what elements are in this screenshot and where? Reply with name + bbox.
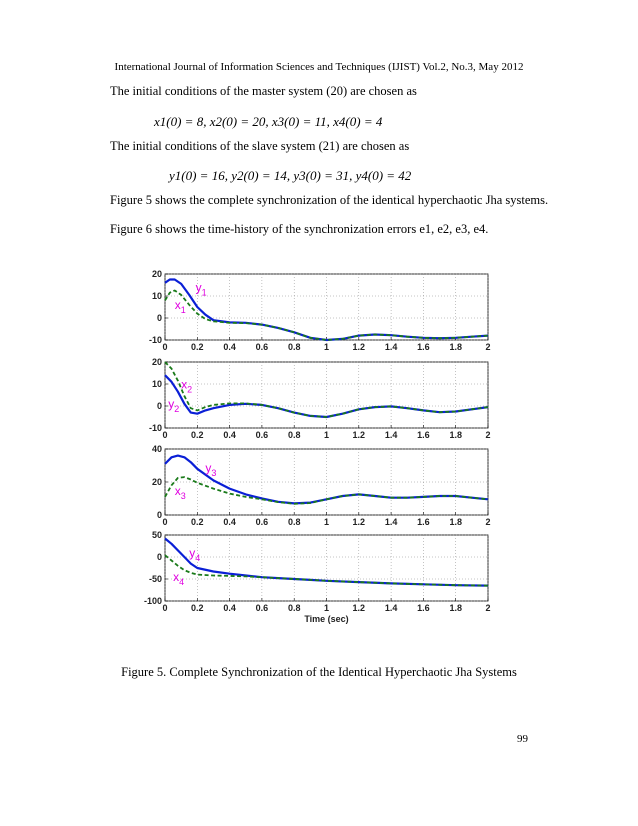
series-label-y4: $y_4$ (189, 546, 201, 563)
y-tick-label: 10 (151, 291, 162, 301)
series-label-x3: $x_3$ (174, 484, 186, 502)
series-label-x4: $x_4$ (173, 569, 185, 587)
figure5-description: Figure 5 shows the complete synchronization of the identical hyperchaotic Jha systems. (110, 193, 549, 207)
x-tick-label: 0.2 (191, 342, 204, 352)
x-tick-label: 1.6 (417, 603, 430, 613)
eq2-text: y1(0) = 16, y2(0) = 14, y3(0) = 31, y4(0) = 42 (169, 168, 412, 183)
x-tick-label: 1 (323, 603, 330, 613)
x-tick-label: 0 (162, 603, 168, 613)
x-tick-label: 1.4 (384, 517, 398, 527)
x-tick-label: 0.6 (255, 517, 269, 527)
series-label-y3: $y_3$ (205, 461, 217, 479)
page-number: 99 (517, 733, 528, 745)
y-tick-label: -10 (148, 335, 162, 345)
y-tick-label: 0 (156, 401, 162, 411)
y-tick-label: 40 (151, 444, 162, 454)
x-tick-label: 2 (485, 342, 491, 352)
eq1-text: x1(0) = 8, x2(0) = 20, x3(0) = 11, x4(0) = 4 (154, 114, 383, 129)
x-tick-label: 0.4 (223, 603, 236, 613)
x-axis-label: Time (sec) (304, 614, 349, 624)
x-tick-label: 0.6 (255, 342, 269, 352)
y-tick-label: -50 (148, 574, 162, 584)
x-tick-label: 0.2 (191, 603, 204, 613)
x-tick-label: 0 (162, 430, 168, 440)
x-tick-label: 1.6 (417, 430, 430, 440)
y-tick-label: 50 (151, 530, 162, 540)
y-tick-label: 0 (156, 313, 162, 323)
x-tick-label: 1.4 (384, 430, 398, 440)
y-tick-label: 20 (151, 357, 162, 367)
master-conditions-intro: The initial conditions of the master system (20) are chosen as (110, 84, 417, 98)
y-tick-label: 20 (151, 477, 162, 487)
y-tick-label: 10 (151, 379, 162, 389)
x-tick-label: 2 (485, 603, 491, 613)
y-tick-label: 0 (156, 552, 162, 562)
x-tick-label: 0 (162, 517, 168, 527)
x-tick-label: 1.4 (384, 342, 398, 352)
x-tick-label: 1.8 (449, 603, 462, 613)
y-tick-label: 20 (151, 269, 162, 279)
journal-header: International Journal of Information Sciences and Techniques (IJIST) Vol.2, No.3, May 2012 (114, 61, 524, 73)
x-tick-label: 1.2 (352, 342, 366, 352)
x-tick-label: 1.6 (417, 517, 430, 527)
y-tick-label: -100 (143, 596, 162, 606)
x-tick-label: 1.2 (352, 517, 366, 527)
x-tick-label: 1.8 (449, 342, 462, 352)
x-tick-label: 1.2 (352, 430, 366, 440)
x-tick-label: 1.6 (417, 342, 430, 352)
x-tick-label: 0 (162, 342, 168, 352)
x-tick-label: 0.8 (287, 603, 301, 613)
x-tick-label: 1.8 (449, 517, 462, 527)
x-tick-label: 1 (323, 517, 330, 527)
series-label-y2: $y_2$ (168, 397, 180, 415)
series-label-y1: $y_1$ (195, 280, 207, 298)
x-tick-label: 1.8 (449, 430, 462, 440)
x-tick-label: 0.2 (191, 517, 204, 527)
y-tick-label: 0 (156, 510, 162, 520)
y-tick-label: -10 (148, 423, 162, 433)
x-tick-label: 0.8 (287, 430, 301, 440)
x-tick-label: 0.2 (191, 430, 204, 440)
x-tick-label: 0.4 (223, 517, 236, 527)
x-tick-label: 0.6 (255, 603, 269, 613)
x-tick-label: 0.4 (223, 430, 236, 440)
x-tick-label: 1 (323, 342, 330, 352)
x-tick-label: 1.4 (384, 603, 398, 613)
figure-caption: Figure 5. Complete Synchronization of the Identical Hyperchaotic Jha Systems (121, 665, 517, 679)
x-tick-label: 0.8 (287, 342, 301, 352)
x-tick-label: 2 (485, 430, 491, 440)
series-label-x2: $x_2$ (181, 377, 193, 395)
x-tick-label: 1.2 (352, 603, 366, 613)
x-tick-label: 0.6 (255, 430, 269, 440)
series-label-x1: $x_1$ (174, 298, 186, 316)
x-tick-label: 0.4 (223, 342, 236, 352)
slave-conditions-intro: The initial conditions of the slave system (21) are chosen as (110, 139, 410, 153)
figure6-description: Figure 6 shows the time-history of the synchronization errors e1, e2, e3, e4. (110, 222, 489, 236)
x-tick-label: 1 (323, 430, 330, 440)
x-tick-label: 2 (485, 517, 491, 527)
x-tick-label: 0.8 (287, 517, 301, 527)
